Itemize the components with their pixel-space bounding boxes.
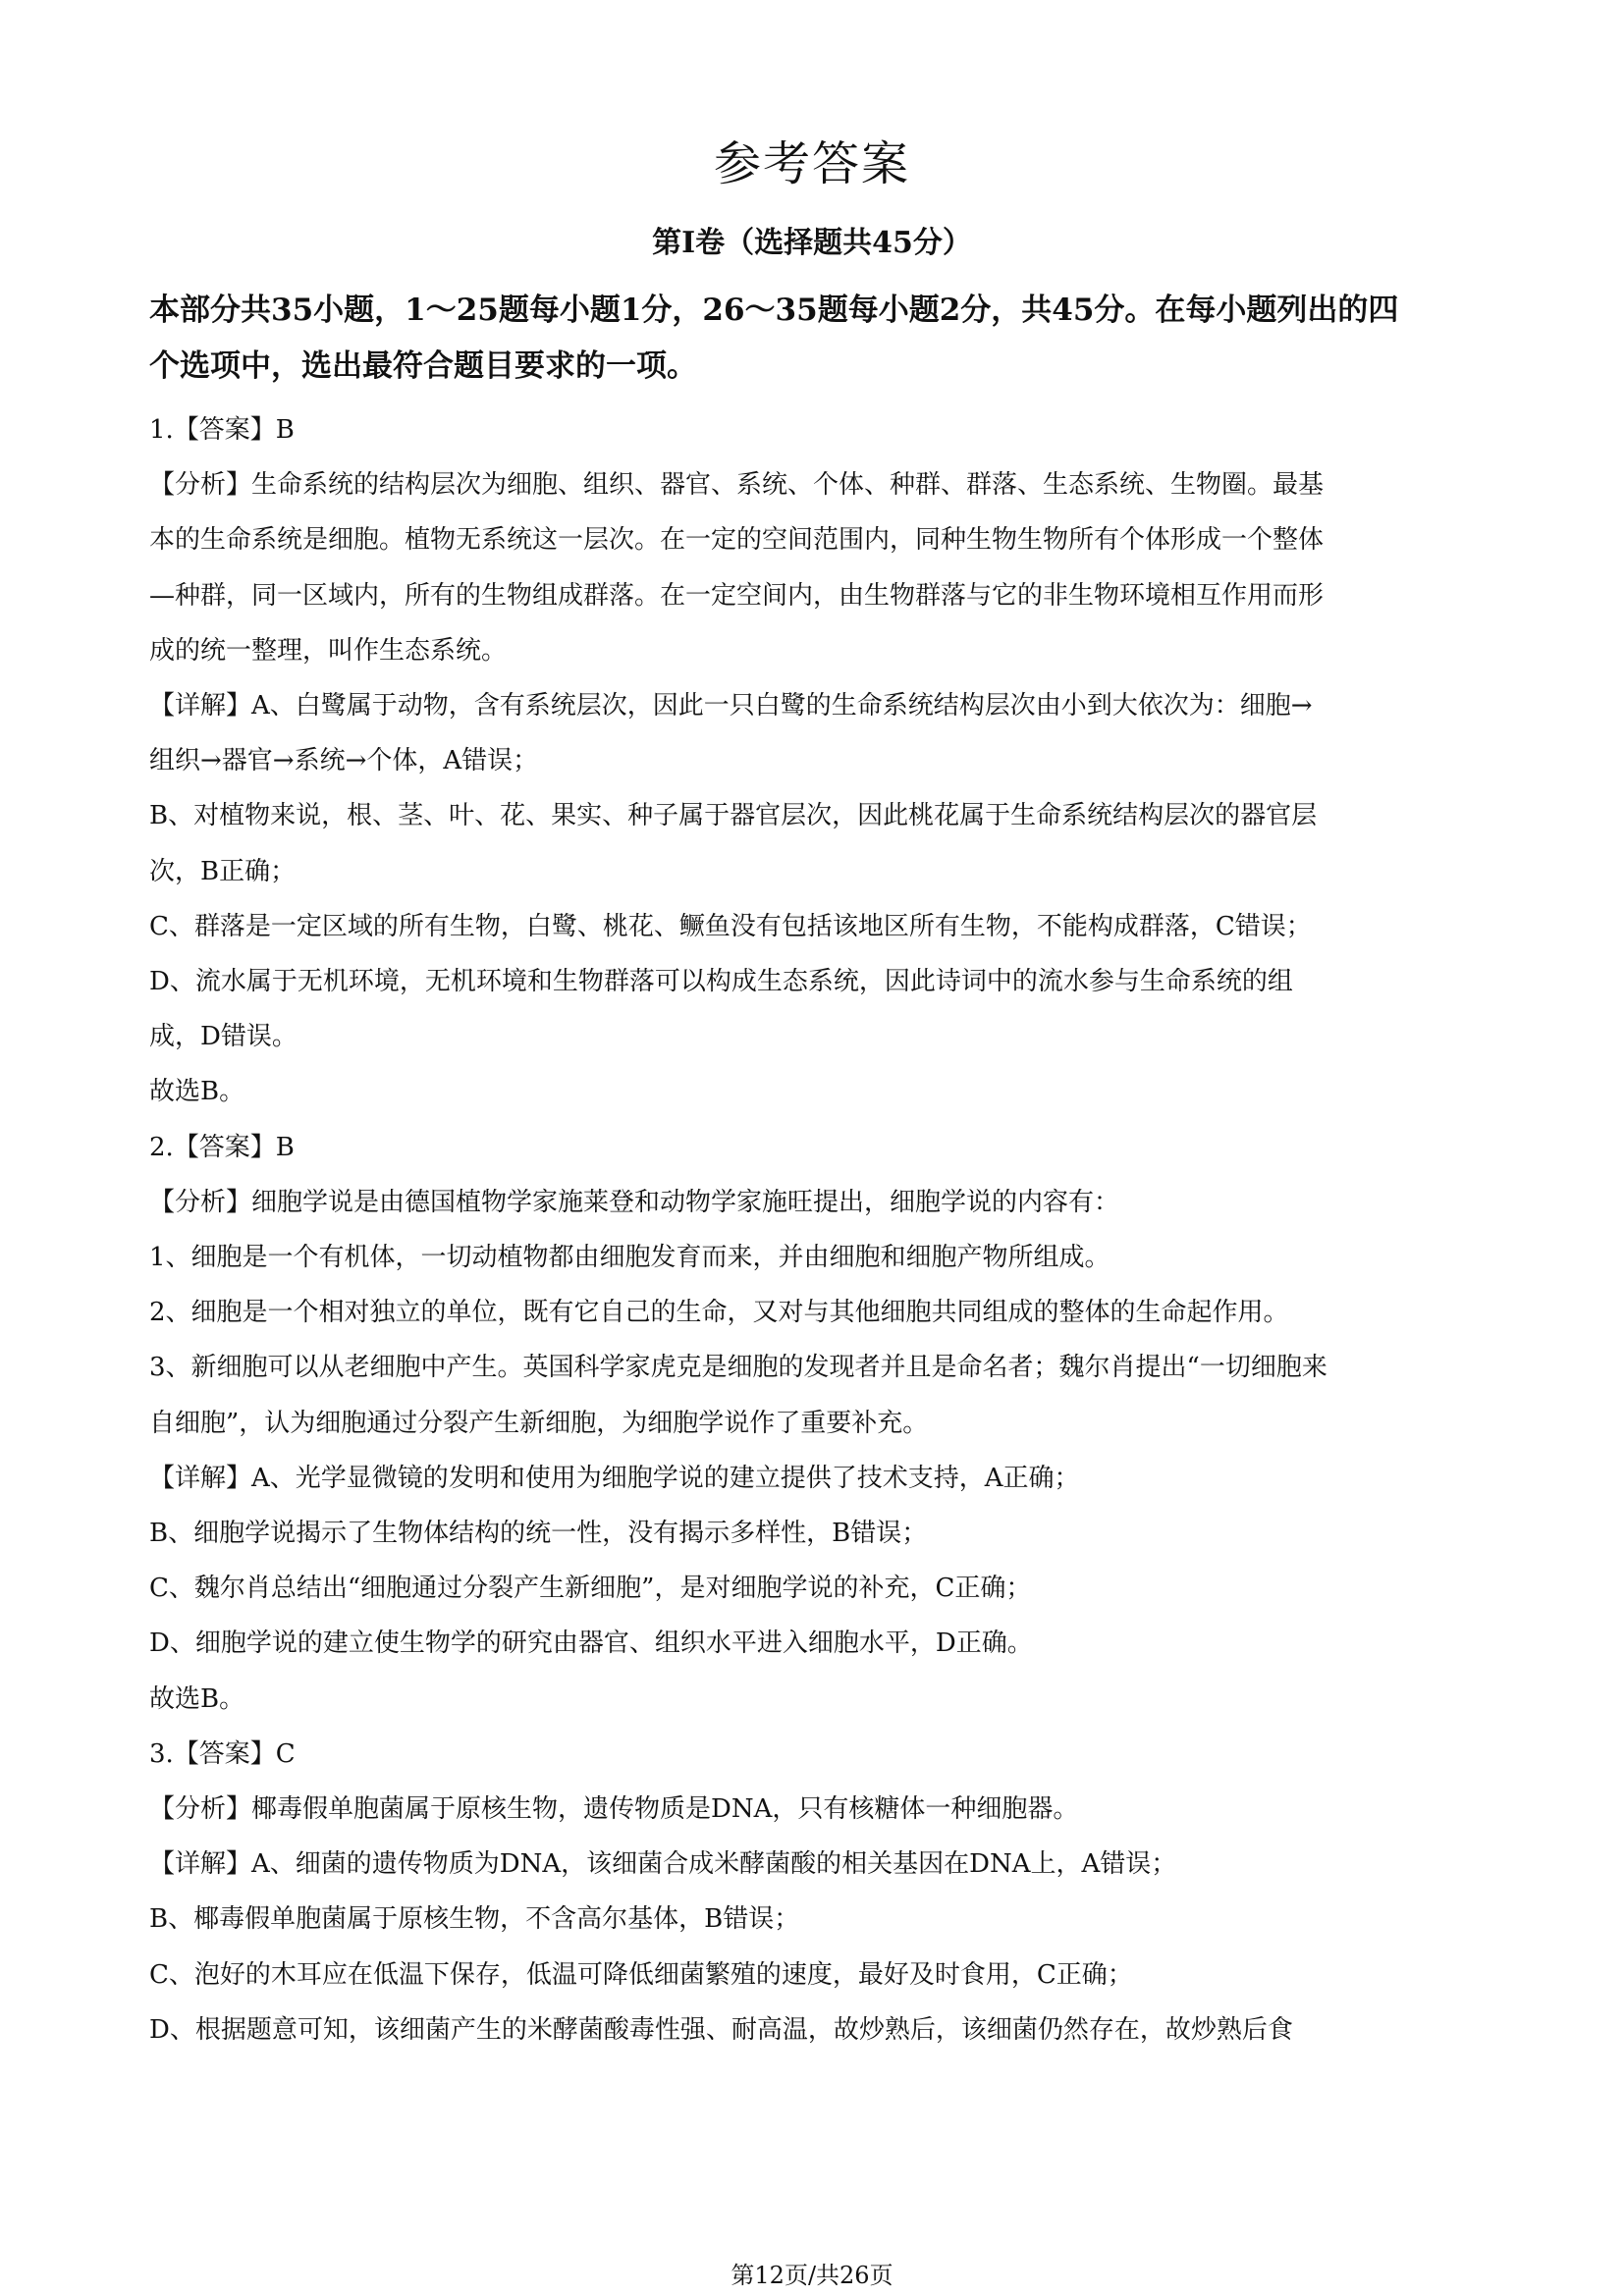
instruction-line: 本部分共35小题，1～25题每小题1分，26～35题每小题2分，共45分。在每小题列出的四	[149, 293, 1399, 328]
text-line: 组织→器官→系统→个体，A错误；	[149, 746, 539, 776]
text-line: 成，D错误。	[149, 1022, 298, 1052]
text-line: D、流水属于无机环境，无机环境和生物群落可以构成生态系统，因此诗词中的流水参与生命系统的组	[149, 967, 1293, 997]
text-line: 【详解】A、细菌的遗传物质为DNA，该细菌合成米酵菌酸的相关基因在DNA上，A错误；	[149, 1849, 1177, 1880]
text-line: 自细胞”，认为细胞通过分裂产生新细胞，为细胞学说作了重要补充。	[149, 1408, 929, 1438]
text-line: 故选B。	[149, 1683, 245, 1714]
text-line: B、对植物来说，根、茎、叶、花、果实、种子属于器官层次，因此桃花属于生命系统结构层次的器官层	[149, 801, 1318, 831]
text-line: 故选B。	[149, 1077, 245, 1107]
text-line: 1.【答案】B	[149, 415, 295, 445]
text-line: D、根据题意可知，该细菌产生的米酵菌酸毒性强、耐高温，故炒熟后，该细菌仍然存在，故炒熟后食	[149, 2014, 1293, 2045]
text-line: B、细胞学说揭示了生物体结构的统一性，没有揭示多样性，B错误；	[149, 1519, 928, 1549]
answer-body	[149, 402, 1485, 2057]
text-line: C、泡好的木耳应在低温下保存，低温可降低细菌繁殖的速度，最好及时食用，C正确；	[149, 1959, 1133, 1990]
text-line: 成的统一整理，叫作生态系统。	[149, 635, 508, 666]
text-line: 3、新细胞可以从老细胞中产生。英国科学家虎克是细胞的发现者并且是命名者；魏尔肖提出“一切细胞来	[149, 1353, 1327, 1383]
text-line: C、魏尔肖总结出“细胞通过分裂产生新细胞”，是对细胞学说的补充，C正确；	[149, 1574, 1032, 1604]
text-line: B、椰毒假单胞菌属于原核生物，不含高尔基体，B错误；	[149, 1904, 800, 1935]
section-title: 第Ⅰ卷（选择题共45分）	[652, 226, 972, 260]
text-line: 【分析】细胞学说是由德国植物学家施莱登和动物学家施旺提出，细胞学说的内容有：	[149, 1187, 1120, 1217]
text-line: 本的生命系统是细胞。植物无系统这一层次。在一定的空间范围内，同种生物生物所有个体形成一个整体	[149, 525, 1325, 556]
page-title: 参考答案	[713, 136, 910, 191]
text-line: 2.【答案】B	[149, 1132, 295, 1162]
instruction-line: 个选项中，选出最符合题目要求的一项。	[149, 348, 697, 384]
text-line: 【分析】生命系统的结构层次为细胞、组织、器官、系统、个体、种群、群落、生态系统、生物圈。最基	[149, 470, 1325, 501]
text-line: 次，B正确；	[149, 856, 297, 886]
text-line: —种群，同一区域内，所有的生物组成群落。在一定空间内，由生物群落与它的非生物环境相互作用而形	[149, 580, 1325, 611]
text-line: 2、细胞是一个相对独立的单位，既有它自己的生命，又对与其他细胞共同组成的整体的生命起作用。	[149, 1298, 1289, 1328]
instructions	[149, 283, 1485, 395]
text-line: 【详解】A、光学显微镜的发明和使用为细胞学说的建立提供了技术支持，A正确；	[149, 1463, 1080, 1493]
text-line: C、群落是一定区域的所有生物，白鹭、桃花、鳜鱼没有包括该地区所有生物，不能构成群落，C错误；	[149, 911, 1312, 941]
text-line: 【详解】A、白鹭属于动物，含有系统层次，因此一只白鹭的生命系统结构层次由小到大依次为：细胞→	[149, 691, 1313, 721]
text-line: 3.【答案】C	[149, 1738, 296, 1769]
page-footer: 第12页/共26页	[731, 2262, 893, 2289]
text-line: 【分析】椰毒假单胞菌属于原核生物，遗传物质是DNA，只有核糖体一种细胞器。	[149, 1794, 1079, 1825]
text-line: 1、细胞是一个有机体，一切动植物都由细胞发育而来，并由细胞和细胞产物所组成。	[149, 1243, 1110, 1273]
text-line: D、细胞学说的建立使生物学的研究由器官、组织水平进入细胞水平，D正确。	[149, 1629, 1033, 1659]
